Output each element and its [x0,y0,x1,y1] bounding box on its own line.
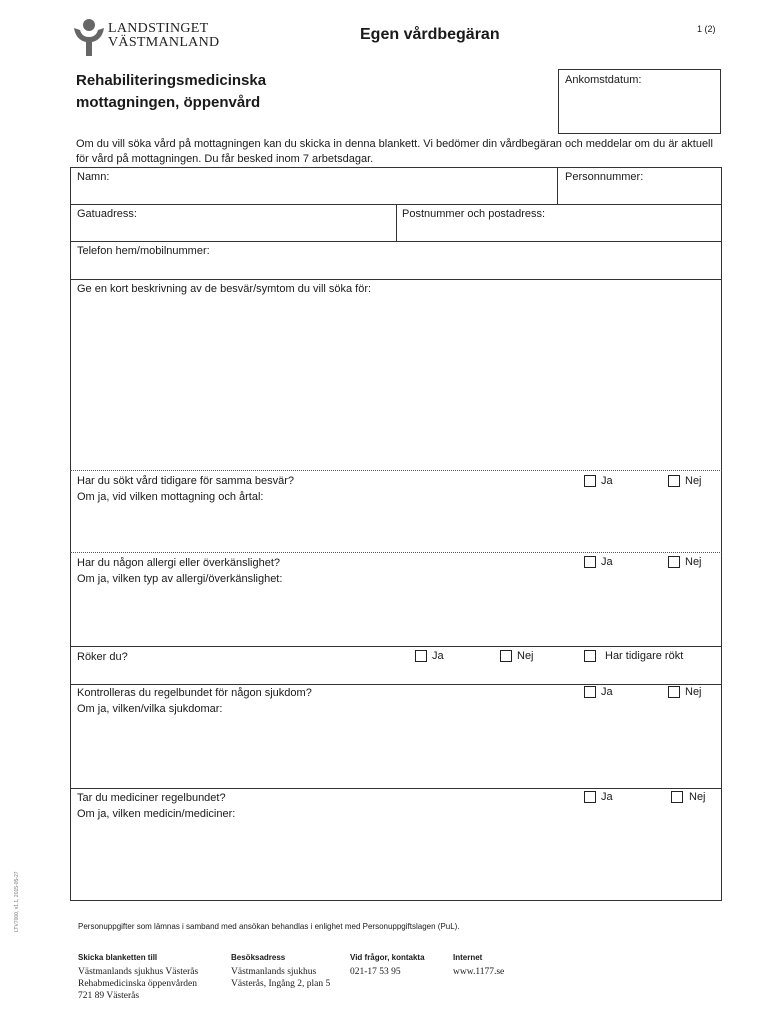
former-smoker-checkbox[interactable] [584,650,596,662]
footer-internet [453,952,504,978]
footer-internet-heading: Internet [453,953,483,962]
landstinget-logo [72,18,220,58]
personal-number-label: Personnummer: [565,171,644,183]
footer-visit-address [231,952,330,990]
privacy-notice: Personuppgifter som lämnas i samband med ansökan behandlas i enlighet med Personuppgiftslagen (PuL). [78,922,460,931]
allergy-field[interactable] [70,552,570,646]
allergy-no-checkbox[interactable] [668,556,680,568]
allergy-no-label: Nej [685,556,702,568]
postal-address-field[interactable] [396,204,722,241]
former-smoker-label: Har tidigare rökt [605,650,684,662]
postal-address-label: Postnummer och postadress: [402,208,546,220]
footer-visit-line: Västerås, Ingång 2, plan 5 [231,979,331,989]
checkups-question: Kontrolleras du regelbundet för någon sjukdom? [77,687,312,699]
document-code: LTV7000, v1.1, 2015-05-27 [14,871,20,932]
arrival-date-box[interactable] [558,69,721,134]
page-number: 1 (2) [697,24,716,34]
name-label: Namn: [77,171,110,183]
footer-send-to-line: Västmanlands sjukhus Västerås [78,967,199,977]
smoking-yes-label: Ja [432,650,444,662]
street-address-field[interactable] [70,204,396,241]
medication-yes-checkbox[interactable] [584,791,596,803]
department-line2: mottagningen, öppenvård [76,94,261,111]
medication-no-label: Nej [689,791,706,803]
street-address-label: Gatuadress: [77,208,137,220]
previous-care-no-checkbox[interactable] [668,475,680,487]
previous-care-question: Har du sökt vård tidigare för samma besvär? [77,475,295,487]
footer-contact-heading: Vid frågor, kontakta [350,953,425,962]
checkups-subquestion: Om ja, vilken/vilka sjukdomar: [77,703,223,715]
footer-send-to-heading: Skicka blanketten till [78,953,158,962]
footer-contact [350,952,425,978]
checkups-yes-label: Ja [601,686,613,698]
footer-send-to-line: Rehabmedicinska öppenvården [78,979,197,989]
medication-no-checkbox[interactable] [671,791,683,803]
logo-figure-icon [72,18,106,56]
allergy-question: Har du någon allergi eller överkänslighet? [77,557,281,569]
footer-internet-link[interactable]: www.1177.se [453,967,505,977]
smoking-yes-checkbox[interactable] [415,650,427,662]
footer-contact-phone: 021-17 53 95 [350,967,401,977]
footer-visit-line: Västmanlands sjukhus [231,967,317,977]
allergy-yes-checkbox[interactable] [584,556,596,568]
footer-send-to-line: 721 89 Västerås [78,991,140,1001]
logo-line2: VÄSTMANLAND [108,35,220,50]
allergy-subquestion: Om ja, vilken typ av allergi/överkänslighet: [77,573,283,585]
smoking-no-checkbox[interactable] [500,650,512,662]
intro-text: Om du vill söka vård på mottagningen kan du skicka in denna blankett. Vi bedömer din vårdbegäran och meddelar om du är aktuell för vård på mottagningen. Du får besked inom 7 arbetsdagar. [76,138,713,165]
arrival-date-label: Ankomstdatum: [565,74,642,86]
previous-care-subquestion: Om ja, vid vilken mottagning och årtal: [77,491,264,503]
document-title: Egen vårdbegäran [360,26,500,43]
smoking-no-label: Nej [517,650,534,662]
medication-question: Tar du mediciner regelbundet? [77,792,226,804]
description-label: Ge en kort beskrivning av de besvär/symtom du vill söka för: [77,283,372,295]
department-title [76,70,376,114]
medication-field[interactable] [70,788,570,901]
checkups-no-label: Nej [685,686,702,698]
previous-care-yes-checkbox[interactable] [584,475,596,487]
medication-yes-label: Ja [601,791,613,803]
allergy-yes-label: Ja [601,556,613,568]
phone-label: Telefon hem/mobilnummer: [77,245,210,257]
previous-care-no-label: Nej [685,475,702,487]
checkups-field[interactable] [70,684,570,788]
logo-line1: LANDSTINGET [108,21,209,36]
phone-field[interactable] [70,241,722,279]
smoking-question: Röker du? [77,651,128,663]
footer-visit-heading: Besöksadress [231,953,286,962]
description-field[interactable] [70,279,722,470]
checkups-no-checkbox[interactable] [668,686,680,698]
footer-send-to [78,952,198,1002]
name-field[interactable] [70,167,557,204]
medication-subquestion: Om ja, vilken medicin/mediciner: [77,808,236,820]
personal-number-field[interactable] [557,167,722,204]
checkups-yes-checkbox[interactable] [584,686,596,698]
department-line1: Rehabiliteringsmedicinska [76,72,267,89]
previous-care-yes-label: Ja [601,475,613,487]
previous-care-field[interactable] [70,470,570,552]
divider [70,646,722,647]
